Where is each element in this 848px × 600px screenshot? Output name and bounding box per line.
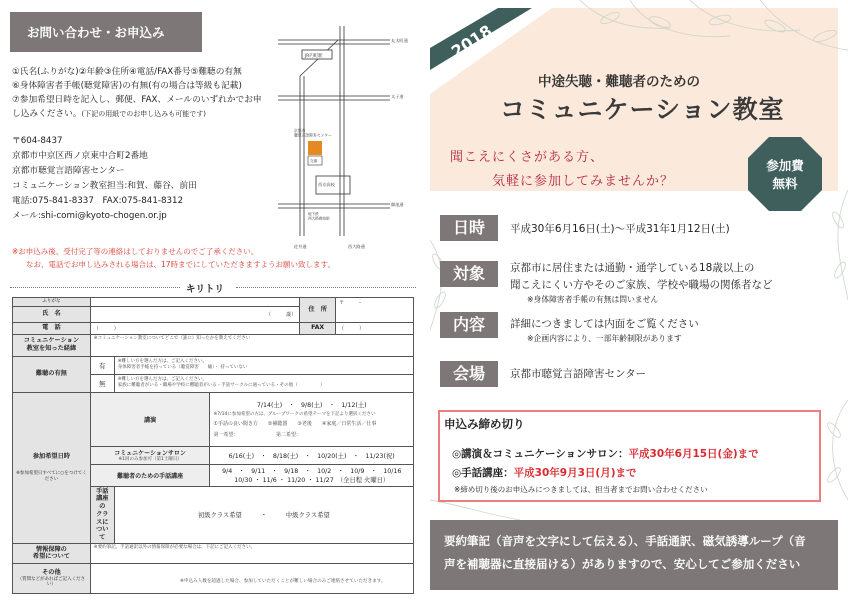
staff-line: コミュニケーション教室担当:和賀、藤谷、前田 <box>12 180 197 191</box>
items-note: (下記の用紙でのお申し込みも可能です) <box>81 109 206 118</box>
form-phone-label: 電 話 <box>13 322 91 334</box>
org-name: 京都市聴覚言語障害センター <box>12 165 125 176</box>
leaf-stem <box>838 190 848 300</box>
form-sign-course-label: 難聴者のための手話講座 <box>90 464 210 486</box>
support-line-1: 要約筆記（音声を文字にして伝える）、手話通訳、磁気誘導ループ（音 <box>444 534 806 548</box>
flyer-title: コミュニケーション教室 <box>500 95 785 124</box>
form-other-title: その他 <box>42 568 61 576</box>
form-fax-label: FAX <box>300 322 336 334</box>
form-salon-label <box>90 446 210 464</box>
form-phone-field[interactable]: （ ） <box>90 322 299 334</box>
form-wish-label <box>13 392 91 543</box>
form-hearing-yes[interactable]: 有 <box>90 356 114 374</box>
form-no-note-1: ※難しい方を選んだ方は、ご記入ください。 <box>117 377 208 383</box>
red-note-1: ※お申込み後、受付完了等の連絡はしておりませんのでご了承ください。 <box>12 247 259 256</box>
map-school-label: 西京高校 <box>318 182 335 187</box>
map-label-bottom-right: 西大路通 <box>348 244 365 249</box>
free-badge-text <box>746 157 824 192</box>
leaf-stem <box>690 0 800 31</box>
target-note: ※身体障害者手帳の有無は問いません <box>527 295 659 304</box>
map-police-label: 交番 <box>310 159 318 163</box>
form-furigana-label: ふりがな <box>13 298 91 307</box>
deadline-note: ※締め切り後のお申込みにつきましては、担当者までお問い合わせください <box>454 485 708 494</box>
contact-address <box>12 134 272 224</box>
items-line-2: ⑥身体障害者手帳(聴覚障害)の有無(有の場合は等級も記載) <box>12 80 242 91</box>
form-lecture-field[interactable] <box>210 392 414 446</box>
form-yes-note-1: ※難しい方を選んだ方は、ご記入ください。 <box>117 359 208 365</box>
deadline-lecture-label: ◎講演＆コミュニケーションサロン： <box>452 448 629 460</box>
red-note-2: なお、電話でお申し込みされる場合は、17時までにしていただきますようお願い致します。 <box>26 260 335 270</box>
form-hearing-yes-note <box>114 356 413 374</box>
leaf <box>832 260 847 279</box>
form-furigana-field[interactable] <box>90 298 299 307</box>
email-link[interactable]: メール:shi-comi@kyoto-chogen.or.jp <box>12 210 167 221</box>
venue-tag: 会場 <box>440 361 498 387</box>
date-tag: 日時 <box>440 215 498 241</box>
fee-label: 参加費 <box>766 158 804 173</box>
form-how-know-label: コミュニケーション 教室を知った経緯 <box>13 334 91 356</box>
deadline-title: 申込み締め切り <box>444 417 525 431</box>
form-support-field[interactable]: ※要約筆記、手話通訳以外の情報保障が必要な場合は、下記にご記入ください。 <box>90 543 413 563</box>
form-salon-note: ※1回のみ参加可（第1土曜日） <box>118 456 182 462</box>
map-label-top: 丸太町通 <box>391 38 408 43</box>
leaf <box>648 14 671 29</box>
leaf-stem <box>760 0 848 50</box>
target-tag: 対象 <box>440 261 498 287</box>
contact-header: お問い合わせ・お申込み <box>10 12 202 52</box>
application-items <box>12 66 274 122</box>
address-line: 京都市中京区西ノ京東中合町2番地 <box>12 150 148 161</box>
leaf <box>826 466 843 484</box>
form-fax-field[interactable]: （ ） <box>336 322 414 334</box>
form-sign-dates-1: 9/4 ・ 9/11 ・ 9/18 ・ 10/2 ・ 10/9 ・ 10/16 <box>222 468 402 476</box>
application-form <box>12 297 414 594</box>
form-salon-title: コミュニケーションサロン <box>114 449 186 457</box>
deadline-lecture-date: 平成30年6月15日(金)まで <box>628 448 759 460</box>
leaf <box>763 18 786 35</box>
leaf-stem <box>833 400 848 500</box>
items-line-3: ⑦参加希望日時を記入し、郵便、FAX、メールのいずれかでお申 <box>12 94 262 105</box>
venue-text: 京都市聴覚言語障害センター <box>510 368 647 380</box>
access-map <box>278 26 412 258</box>
deadline-lecture <box>452 446 759 461</box>
form-sign-level-field[interactable]: 初級クラス希望 ・ 中級クラス希望 <box>114 486 413 543</box>
form-no-note-2: 家族に難聴者がいる・職場や学校に難聴者がいる・手話サークルに通っている・その他（ ） <box>117 383 325 389</box>
form-hearing-no[interactable]: 無 <box>90 374 114 392</box>
form-name-label: 氏 名 <box>13 306 91 322</box>
cut-line-right <box>236 287 416 288</box>
form-footnote: ※申込み人数を超過した場合、参加していただくことが難しい場合のみご連絡させていただきます。 <box>180 579 386 584</box>
cut-line <box>10 283 415 293</box>
form-hearing-no-note <box>114 374 413 392</box>
leaf-stem <box>430 500 520 520</box>
form-lecture-label: 講演 <box>90 392 210 446</box>
map-center-label: 京都市聴覚言語障害センター <box>294 128 332 138</box>
leaf <box>599 10 621 26</box>
form-address-field[interactable]: 〒 - <box>336 298 414 323</box>
items-line-4: し込みください。(下記の用紙でのお申し込みも可能です) <box>12 108 206 119</box>
deadline-sign-date: 平成30年9月3日(月)まで <box>513 467 637 479</box>
catch-line-1: 聞こえにくさがある方、 <box>450 150 605 165</box>
form-other-label <box>13 563 91 593</box>
form-sign-course-dates[interactable] <box>210 464 414 486</box>
form-hearing-label: 難聴の有無 <box>13 356 91 392</box>
map-subway-label: 地下鉄西大路御池駅 <box>308 212 330 221</box>
form-lecture-choices: 第一希望： 第二希望： <box>213 431 301 438</box>
leaf <box>812 28 837 44</box>
map-center-building <box>308 141 322 155</box>
cut-line-left <box>10 287 180 288</box>
target-text-1: 京都市に居住または通勤・通学している18歳以上の <box>510 262 755 274</box>
support-box <box>430 520 838 590</box>
form-sign-dates-2: 10/30 ・ 11/6 ・ 11/20 ・ 11/27 （全日程 火曜日） <box>234 477 390 485</box>
flyer-subtitle: 中途失聴・難聴者のための <box>538 74 700 90</box>
content-tag: 内容 <box>440 312 498 338</box>
form-lecture-themes: ①手話の良い聞き方 ②補聴器 ③老後 ④家庭／日常生活／仕事 <box>213 421 377 428</box>
form-wish-note: ※参加希望日すべてに○をつけてください <box>16 471 87 482</box>
map-label-bottom-left: 佐井通 <box>294 244 307 249</box>
form-support-label: 情報保障の 希望について <box>13 543 91 563</box>
form-how-know-field[interactable]: ※コミュニケーション教室についてどこで（誰に）知ったかを教えてください <box>90 334 413 356</box>
map-station-label: JR円町駅 <box>305 54 323 59</box>
deadline-sign-label: ◎手話講座： <box>452 467 514 479</box>
map-label-mid: 太子道 <box>391 94 404 99</box>
fee-value: 無料 <box>772 175 798 191</box>
form-address-label: 住 所 <box>300 298 336 323</box>
target-text-2: 聞こえにくい方やそのご家族、学校や職場の関係者など <box>510 279 773 291</box>
support-line-2: 声を補聴器に直接届ける）がありますので、安心してご参加ください <box>444 557 801 571</box>
form-lecture-dates: 7/14(土) ・ 9/8(土) ・ 1/12(土) <box>256 402 367 410</box>
form-name-field[interactable]: （ 歳） <box>90 306 299 322</box>
form-wish-title: 参加希望日時 <box>32 453 70 461</box>
leaf-stem <box>630 0 730 37</box>
catch-line-2: 気軽に参加してみませんか？ <box>492 174 675 189</box>
cut-label: キリトリ <box>182 281 228 295</box>
content-note: ※企画内容により、一部年齢制限があります <box>527 334 682 343</box>
content-text: 詳細につきましては内面をご覧ください <box>510 318 699 330</box>
form-lecture-note: ※7/14に参加希望の方は、グループワークの希望テーマを下記より選択ください <box>213 412 376 418</box>
form-other-note: （質問などがあればご記入ください） <box>17 576 86 588</box>
phone-fax-line: 電話:075-841-8337 FAX:075-841-8312 <box>12 195 184 206</box>
items-line-1: ①氏名(ふりがな)②年齢③住所④電話/FAX番号⑤難聴の有無 <box>12 67 242 77</box>
form-salon-dates[interactable]: 6/16(土) ・ 8/18(土) ・ 10/20(土) ・ 11/23(祝) <box>210 446 414 464</box>
form-sign-level-label: 手話講座の クラスについて <box>90 486 114 543</box>
deadline-sign <box>452 465 637 480</box>
year-text: 2018 <box>447 21 496 62</box>
map-label-low: 御池通 <box>391 202 404 207</box>
postal-code: 〒604-8437 <box>12 136 63 146</box>
year-badge <box>430 8 552 94</box>
form-yes-note-2: 身体障害者手帳を持っている（聴覚障害 級）・ 持っていない <box>117 365 248 371</box>
date-text: 平成30年6月16日(土)～平成31年1月12日(土) <box>510 223 730 235</box>
